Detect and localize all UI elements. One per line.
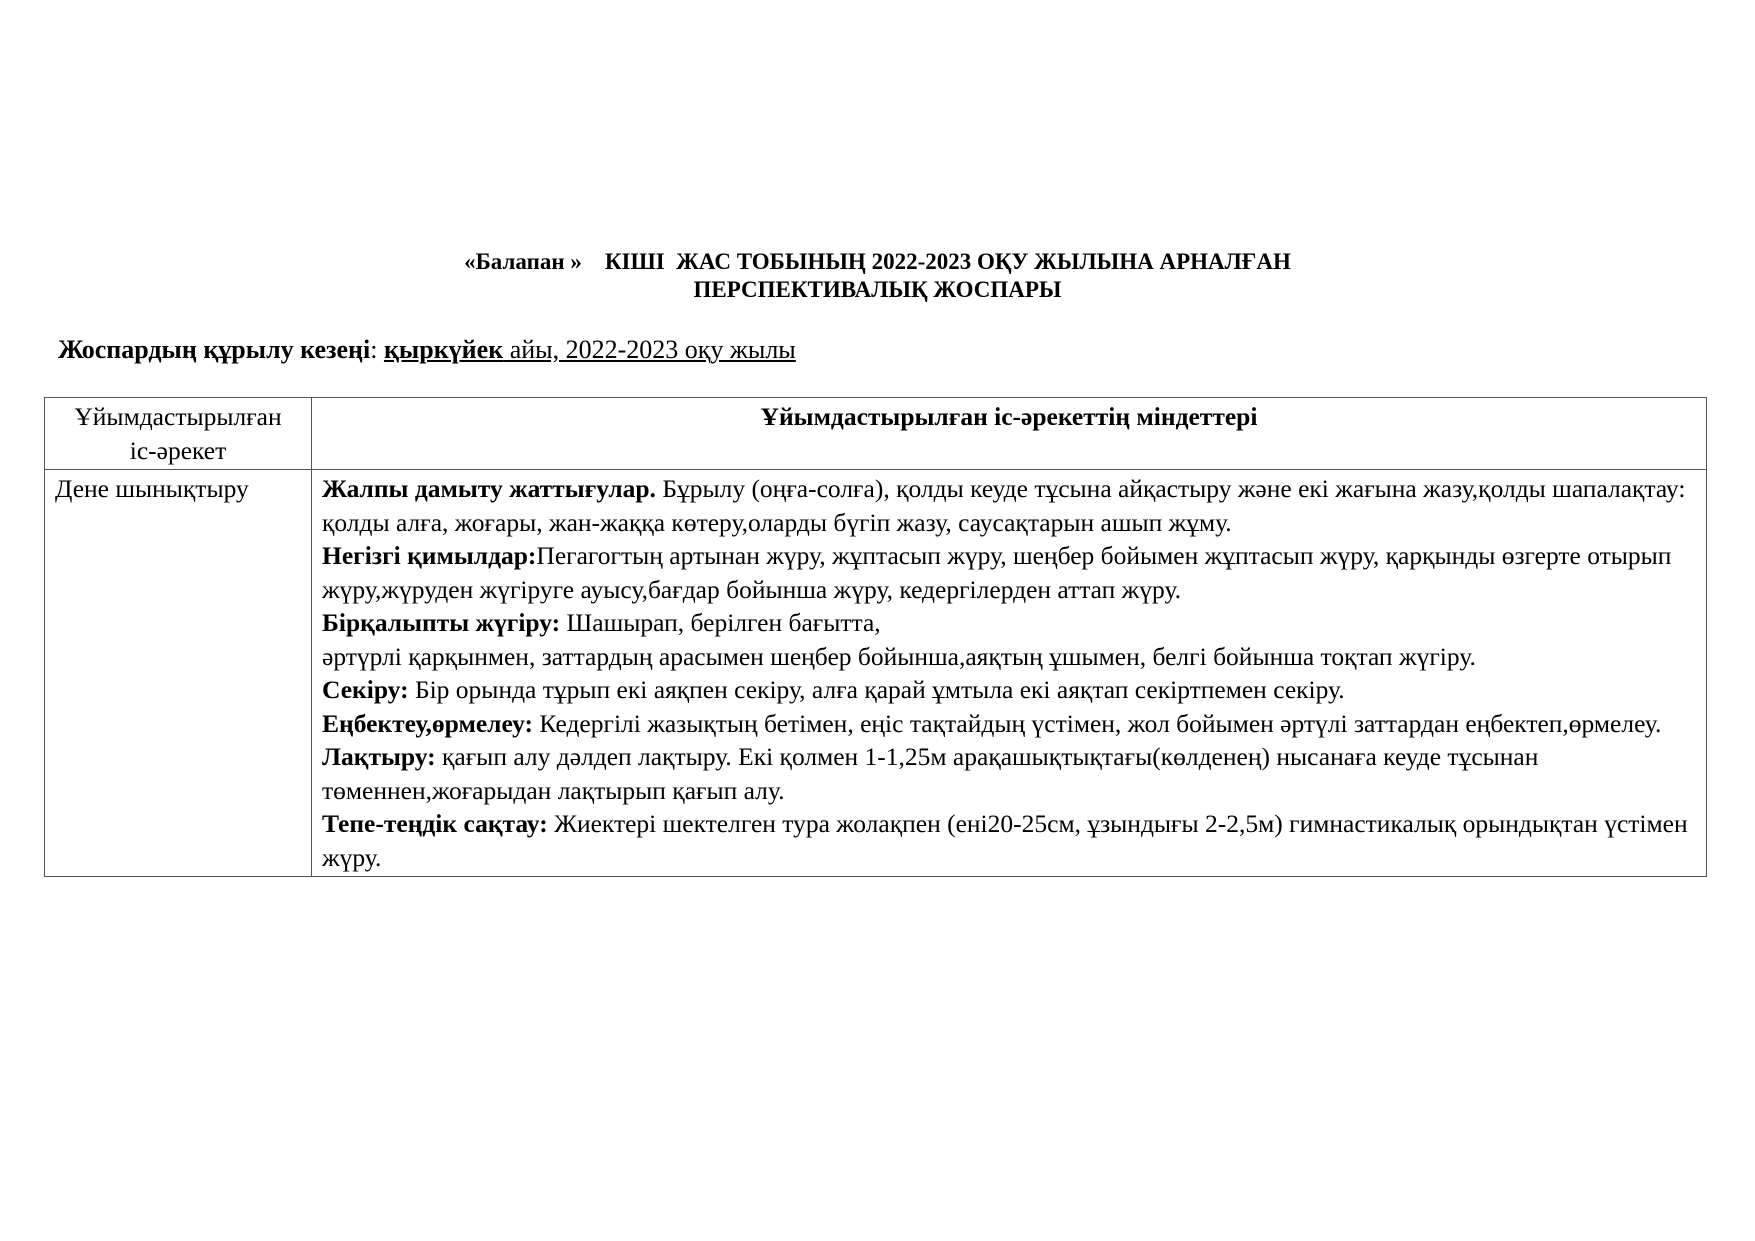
plan-period [58, 334, 796, 366]
task-text: Бір орында тұрып екі аяқпен секіру, алға қарай ұмтыла екі аяқтап секіртпемен секіру. [408, 675, 1345, 704]
title-line-2: ПЕРСПЕКТИВАЛЫҚ ЖОСПАРЫ [693, 277, 1062, 302]
table-row [45, 470, 1707, 877]
task-title: Еңбектеу,өрмелеу: [322, 708, 534, 738]
task-crawling-climbing [322, 707, 1696, 741]
activity-cell: Дене шынықтыру [45, 470, 312, 877]
task-text: Пегагогтың артынан жүру, жұптасып жүру, шеңбер бойымен жұптасып жүру, қарқынды өзгерте отырып жүру,жүруден жүгіруге ауысу,бағдар бойынша жүру, кедергілерден аттап жүру. [322, 541, 1672, 604]
task-jumping [322, 673, 1696, 707]
task-text: қағып алу дәлдеп лақтыру. Екі қолмен 1-1,25м арақашықтықтағы(көлденең) нысанаға кеуде тұсынан төменнен,жоғарыдан лақтырып қағып алу. [322, 742, 1539, 805]
header-activity [45, 398, 312, 470]
task-text: Жиектері шектелген тура жолақпен (ені20-25см, ұзындығы 2-2,5м) гимнастикалық орындықтан үстімен жүру. [322, 809, 1688, 872]
task-text: Шашырап, берілген бағытта, [560, 608, 881, 637]
task-balance [322, 807, 1696, 874]
period-colon: : [370, 335, 384, 364]
task-title: Негізгі қимылдар: [322, 541, 537, 570]
period-value [384, 335, 796, 364]
header-tasks: Ұйымдастырылған іс-әрекеттің міндеттері [312, 398, 1707, 470]
task-title: Бірқалыпты жүгіру: [322, 608, 561, 637]
task-running-continued: әртүрлі қарқынмен, заттардың арасымен шеңбер бойынша,аяқтың ұшымен, белгі бойынша тоқтап жүгіру. [322, 641, 1476, 671]
plan-table [44, 397, 1707, 877]
task-basic-movements [322, 539, 1696, 606]
task-throwing [322, 740, 1696, 807]
task-text: Кедергілі жазықтың бетімен, еңіс тақтайдың үстімен, жол бойымен әртүлі заттардан еңбектеп,өрмелеу. [533, 708, 1662, 738]
period-month: қыркүйек [383, 335, 504, 364]
period-label: Жоспардың құрылу кезеңі [58, 335, 371, 364]
task-general-exercises [322, 472, 1696, 539]
task-running [322, 606, 1696, 640]
task-title: Тепе-теңдік сақтау: [322, 809, 548, 838]
task-title: Лақтыру: [322, 742, 436, 771]
tasks-cell [312, 470, 1707, 877]
header-activity-line-2: іс-әрекет [129, 435, 227, 465]
table-header-row [45, 398, 1707, 470]
period-rest: айы, 2022-2023 оқу жылы [503, 335, 796, 364]
task-title: Жалпы дамыту жаттығулар. [322, 474, 656, 503]
title-line-1: «Балапан » КІШІ ЖАС ТОБЫНЫҢ 2022-2023 ОҚУ ЖЫЛЫНА АРНАЛҒАН [464, 249, 1291, 274]
task-title: Секіру: [322, 675, 409, 704]
header-activity-line-1: Ұйымдастырылған [74, 402, 282, 431]
document-title [0, 248, 1755, 304]
task-text: Бұрылу (оңға-солға), қолды кеуде тұсына айқастыру және екі жағына жазу,қолды шапалақтау: қолды алға, жоғары, жан-жаққа көтеру,оларды бүгіп жазу, саусақтарын ашып жұму. [322, 474, 1686, 537]
